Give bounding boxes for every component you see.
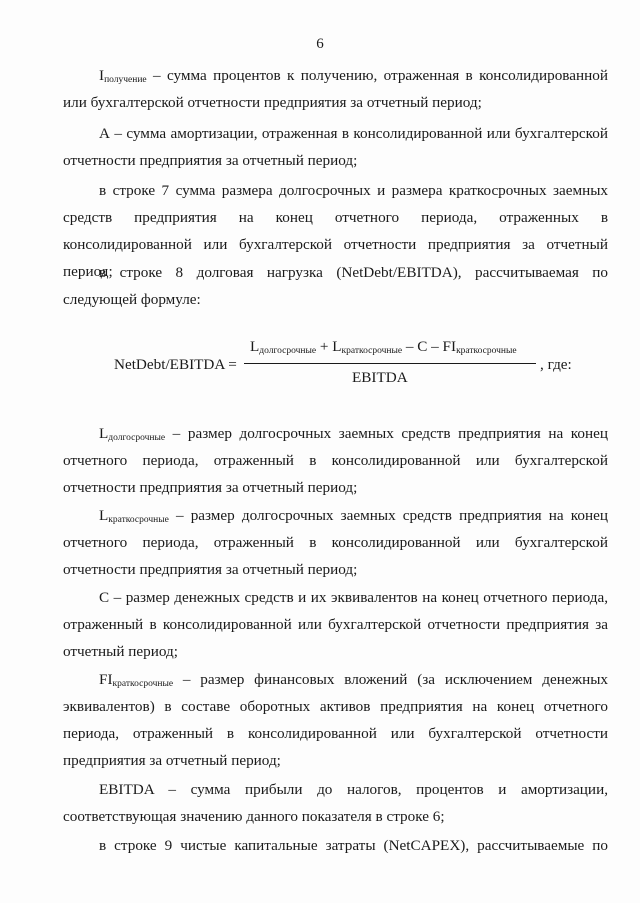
paragraph-text: А – сумма амортизации, отраженная в консолидированной или бухгалтерской отчетности предприятия за отчетный период; bbox=[63, 125, 608, 169]
paragraph-cash bbox=[63, 584, 608, 665]
paragraph-text: в строке 9 чистые капитальные затраты (NetCAPEX), рассчитываемые по bbox=[99, 837, 608, 854]
formula-numerator: $L_{долгосрочные} + L_{краткосрочные} - C - FI_{краткосрочные}$ bbox=[250, 338, 517, 356]
paragraph-text: – размер долгосрочных заемных средств предприятия на конец отчетного периода, отраженный в консолидированной или бухгалтерской отчетности предприятия за отчетный период; bbox=[63, 425, 608, 496]
symbol: L bbox=[99, 425, 109, 442]
netdebt-ebitda-formula bbox=[100, 338, 600, 398]
formula-lhs: NetDebt/EBITDA = bbox=[114, 356, 237, 373]
paragraph-line-9 bbox=[63, 832, 608, 859]
symbol: FI bbox=[99, 671, 113, 688]
formula-suffix: , где: bbox=[540, 356, 572, 373]
page-number: 6 bbox=[316, 36, 324, 52]
paragraph-short-term-debt bbox=[63, 502, 608, 583]
paragraph-text: – размер долгосрочных заемных средств предприятия на конец отчетного периода, отраженный в консолидированной или бухгалтерской отчетности предприятия за отчетный период; bbox=[63, 507, 608, 578]
symbol-subscript: долгосрочные bbox=[108, 433, 166, 443]
formula-denominator: EBITDA bbox=[352, 369, 408, 386]
paragraph-ebitda bbox=[63, 776, 608, 830]
paragraph-text: в строке 7 сумма размера долгосрочных и размера краткосрочных заемных средств предприятия на конец отчетного периода, отраженных в консолидированной или бухгалтерской отчетности предприятия за отчетный период; bbox=[63, 182, 608, 280]
symbol: L bbox=[99, 507, 109, 524]
paragraph-financial-investments bbox=[63, 666, 608, 774]
symbol-subscript: краткосрочные bbox=[108, 515, 169, 525]
paragraph-amortization bbox=[63, 120, 608, 174]
symbol-subscript: краткосрочные bbox=[112, 679, 174, 689]
paragraph-line-8 bbox=[63, 259, 608, 313]
fraction-bar bbox=[244, 363, 536, 364]
paragraph-interest-income bbox=[63, 62, 608, 116]
paragraph-text: – размер финансовых вложений (за исключением денежных эквивалентов) в составе оборотных активов предприятия на конец отчетного периода, отраженный в консолидированной или бухгалтерской отчетности предприятия за отчетный период; bbox=[63, 671, 608, 769]
paragraph-text: С – размер денежных средств и их эквивалентов на конец отчетного периода, отраженный в консолидированной или бухгалтерской отчетности предприятия за отчетный период; bbox=[63, 589, 608, 660]
paragraph-long-term-debt bbox=[63, 420, 608, 501]
paragraph-text: EBITDA – сумма прибыли до налогов, процентов и амортизации, соответствующая значению данного показателя в строке 6; bbox=[63, 781, 608, 825]
symbol-subscript: получение bbox=[104, 75, 147, 85]
symbol: I bbox=[99, 67, 105, 84]
paragraph-text: – сумма процентов к получению, отраженная в консолидированной или бухгалтерской отчетности предприятия за отчетный период; bbox=[63, 67, 608, 111]
paragraph-text: в строке 8 долговая нагрузка (NetDebt/EBITDA), рассчитываемая по следующей формуле: bbox=[63, 264, 608, 308]
